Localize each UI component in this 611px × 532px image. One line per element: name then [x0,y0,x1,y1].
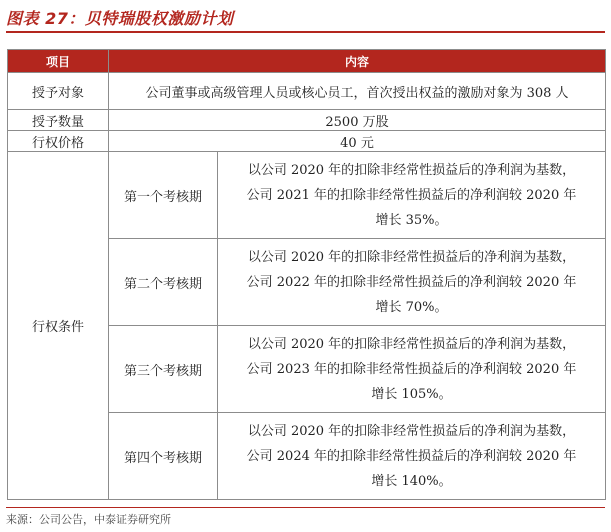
row-label: 行权价格 [8,131,109,152]
source-note: 来源：公司公告，中泰证券研究所 [6,513,171,526]
condition-line: 增长 35%。 [375,212,448,228]
period-name: 第四个考核期 [109,413,218,500]
table-row [8,73,606,110]
condition-line: 增长 70%。 [375,299,448,315]
row-value: 40 元 [109,131,606,152]
condition-line: 公司 2022 年的扣除非经常性损益后的净利润较 2020 年 [246,274,577,290]
condition-line: 公司 2021 年的扣除非经常性损益后的净利润较 2020 年 [246,187,577,203]
table-row [8,110,606,131]
period-condition [218,413,606,500]
row-label: 授予数量 [8,110,109,131]
period-condition [218,239,606,326]
conditions-label: 行权条件 [8,152,109,500]
condition-line: 公司 2024 年的扣除非经常性损益后的净利润较 2020 年 [246,448,577,464]
header-item: 项目 [8,50,109,73]
table-header-row [8,50,606,73]
row-label: 授予对象 [8,73,109,110]
condition-line: 增长 105%。 [371,386,452,402]
period-condition [218,152,606,239]
table-row [8,131,606,152]
condition-line: 以公司 2020 年的扣除非经常性损益后的净利润为基数， [247,249,576,265]
header-content: 内容 [109,50,606,73]
period-name: 第二个考核期 [109,239,218,326]
condition-line: 公司 2023 年的扣除非经常性损益后的净利润较 2020 年 [246,361,577,377]
condition-line: 以公司 2020 年的扣除非经常性损益后的净利润为基数， [247,423,576,439]
incentive-plan-table [7,49,606,500]
title-divider [6,31,605,33]
row-value: 2500 万股 [109,110,606,131]
period-name: 第一个考核期 [109,152,218,239]
condition-line: 以公司 2020 年的扣除非经常性损益后的净利润为基数， [247,162,576,178]
figure-title: 图表 27：贝特瑞股权激励计划 [6,9,234,28]
source-divider [6,507,605,508]
period-condition [218,326,606,413]
period-name: 第三个考核期 [109,326,218,413]
row-value: 公司董事或高级管理人员或核心员工，首次授出权益的激励对象为 308 人 [109,73,606,110]
condition-row [8,152,606,239]
condition-line: 以公司 2020 年的扣除非经常性损益后的净利润为基数， [247,336,576,352]
condition-line: 增长 140%。 [371,473,452,489]
